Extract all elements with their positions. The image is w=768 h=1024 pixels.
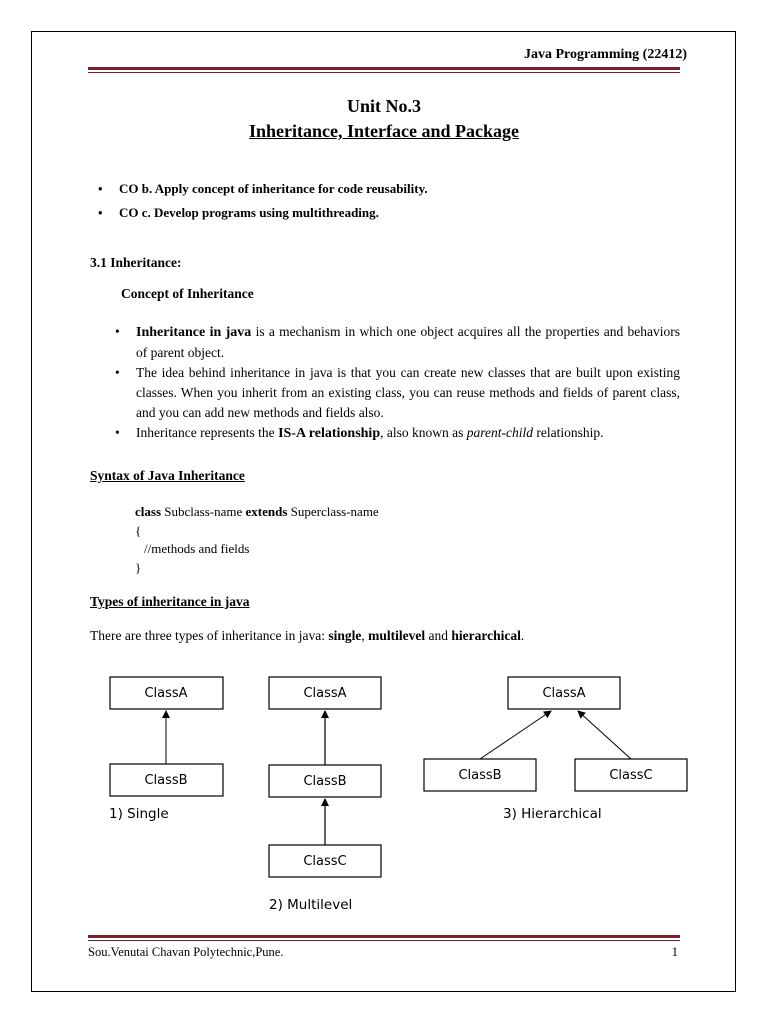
bullet-bold: Inheritance in java: [136, 325, 252, 340]
multi-classb-label: ClassB: [303, 774, 347, 789]
bullet-bold: IS-A relationship: [278, 426, 381, 441]
syntax-heading: Syntax of Java Inheritance: [90, 468, 245, 483]
course-outcome-item: • CO b. Apply concept of inheritance for code reusability.: [92, 177, 682, 201]
bullet-text: , also known as: [380, 425, 467, 440]
bullet-text: Inheritance represents the: [136, 425, 279, 440]
multi-classc-label: ClassC: [303, 854, 347, 869]
types-sep: and: [425, 628, 452, 643]
code-text: Subclass-name: [161, 504, 246, 519]
header-title: Java Programming (22412): [523, 47, 687, 62]
single-classb-label: ClassB: [144, 773, 188, 788]
section-heading: 3.1 Inheritance:: [90, 255, 182, 270]
hier-arrow-b: [480, 711, 551, 759]
caption-hierarchical: 3) Hierarchical: [503, 806, 602, 822]
footer-institute: Sou.Venutai Chavan Polytechnic,Pune.: [88, 945, 284, 959]
bullet-italic: parent-child: [466, 425, 533, 440]
type-hierarchical: hierarchical: [451, 628, 521, 643]
code-line: //methods and fields: [144, 541, 250, 556]
code-keyword-class: class: [135, 504, 161, 519]
type-multilevel: multilevel: [368, 628, 426, 643]
hier-classa-label: ClassA: [542, 686, 586, 701]
single-classa-label: ClassA: [144, 686, 188, 701]
code-line: }: [135, 559, 142, 575]
bullet-text: is a mechanism in which one object acquires all the properties and behaviors of parent object.: [136, 324, 680, 360]
page-number: 1: [671, 945, 678, 959]
unit-title-text: Inheritance, Interface and Package: [249, 121, 519, 141]
bullet-text: The idea behind inheritance in java is that you can create new classes that are built upon existing classes. When you inherit from an existing class, you can reuse methods and fields of parent class, and you can add new methods and fields also.: [136, 365, 680, 420]
types-sep: ,: [361, 628, 369, 643]
hier-classb-label: ClassB: [458, 768, 502, 783]
caption-multilevel: 2) Multilevel: [269, 897, 353, 913]
code-keyword-extends: extends: [245, 504, 288, 519]
section-subheading: Concept of Inheritance: [121, 286, 254, 301]
type-single: single: [328, 628, 362, 643]
types-end: .: [520, 628, 525, 643]
types-intro-text: There are three types of inheritance in java:: [90, 628, 329, 643]
caption-single: 1) Single: [109, 806, 169, 822]
hier-classc-label: ClassC: [609, 768, 653, 783]
multi-classa-label: ClassA: [303, 686, 347, 701]
course-outcome-item: • CO c. Develop programs using multithreading.: [92, 201, 682, 225]
footer-rule: [88, 935, 680, 938]
hier-arrow-c: [578, 711, 631, 759]
unit-number: Unit No.3: [346, 96, 421, 116]
code-text: Superclass-name: [287, 504, 379, 519]
bullet-text: relationship.: [532, 425, 604, 440]
footer-rule-thin: [88, 940, 680, 941]
code-line: {: [135, 522, 142, 538]
types-heading: Types of inheritance in java: [90, 594, 250, 609]
